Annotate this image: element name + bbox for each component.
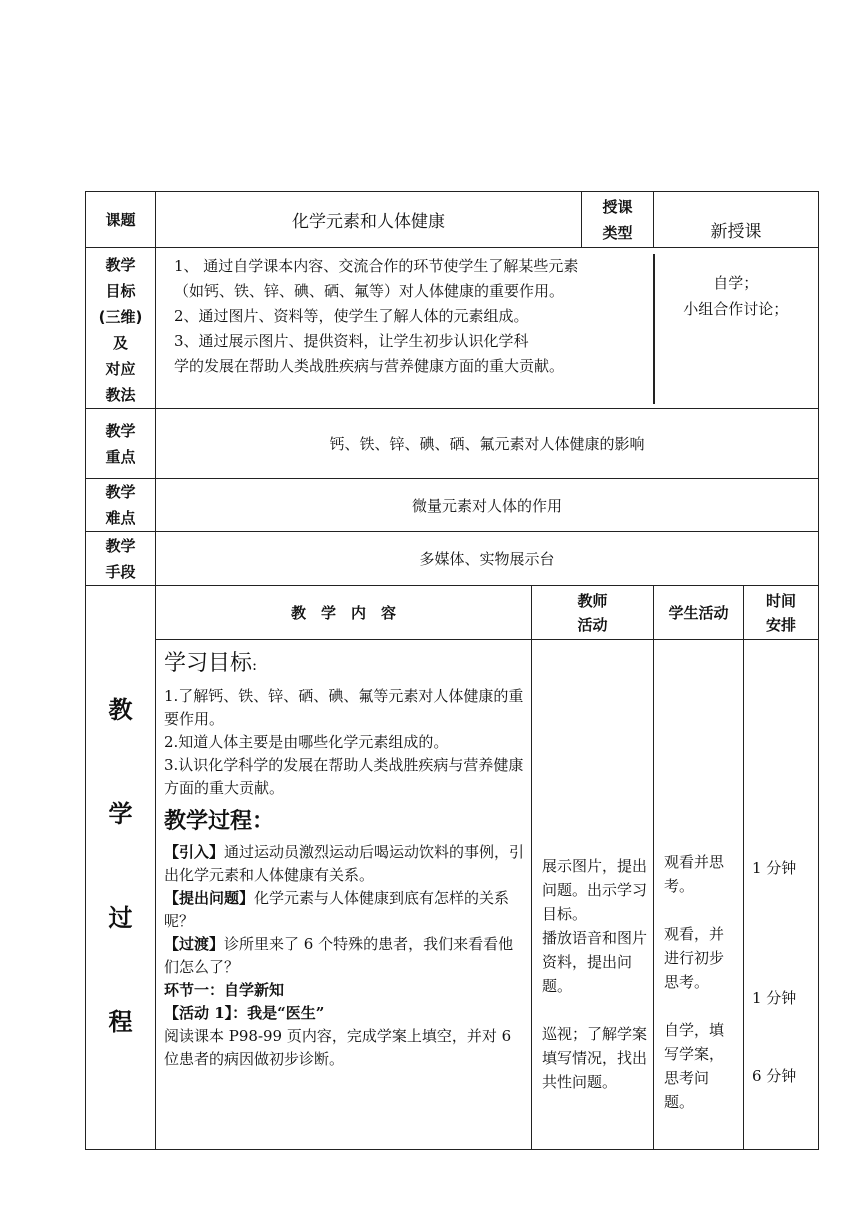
lesson-type-value: 新授课 <box>654 192 819 248</box>
label-line: 教学 <box>105 483 136 501</box>
content-header: 教 学 内 容 <box>156 586 532 640</box>
process-item-tag: 【过渡】 <box>164 935 225 953</box>
divider-line <box>653 254 655 404</box>
objectives-label <box>86 248 156 409</box>
section-heading: 环节一：自学新知 <box>164 981 285 999</box>
header-line: 教师 <box>577 591 608 610</box>
student-activity: 自学，填写学案，思考问题。 <box>664 1021 725 1111</box>
side-char: 教 <box>108 695 133 724</box>
teacher-activity: 巡视；了解学案填写情况，找出共性问题。 <box>542 1025 648 1091</box>
teacher-activity: 播放语音和图片资料，提出问题。 <box>542 929 648 995</box>
topic-title: 化学元素和人体健康 <box>156 192 582 248</box>
process-item-tag: 【引入】 <box>164 843 225 861</box>
goal-item: 3.认识化学科学的发展在帮助人类战胜疾病与营养健康方面的重大贡献。 <box>164 756 524 797</box>
student-activity-column <box>654 640 744 1150</box>
side-char: 程 <box>108 1007 133 1036</box>
process-item-tag: 【提出问题】 <box>164 889 255 907</box>
lesson-type-label <box>582 192 654 248</box>
topic-label: 课题 <box>86 192 156 248</box>
objective-line: 1、 通过自学课本内容、交流合作的环节使学生了解某些元素 <box>174 257 579 275</box>
header-line: 时间 <box>765 591 796 610</box>
method-line: 自学； <box>713 274 759 292</box>
process-item-text: 化学元素与人体健康到底有怎样的关系呢？ <box>164 889 510 930</box>
teaching-content <box>156 640 532 1150</box>
process-title: 教学过程： <box>164 808 275 834</box>
process-item <box>164 933 525 979</box>
header-line: 安排 <box>765 615 796 634</box>
lesson-type-label-line1: 授课 <box>602 197 633 216</box>
label-line: 目标 <box>105 282 136 300</box>
label-line: (三维) <box>98 308 143 326</box>
time-value: 1 分钟 <box>752 989 797 1007</box>
time-value: 6 分钟 <box>752 1067 797 1085</box>
goals-title-colon: : <box>252 656 258 674</box>
teaching-methods <box>654 248 819 409</box>
objectives-text <box>156 248 654 409</box>
process-item <box>164 841 525 887</box>
process-header-row <box>86 586 819 640</box>
label-line: 教学 <box>105 536 136 555</box>
student-activity: 观看并思考。 <box>664 853 725 895</box>
header-line: 活动 <box>577 615 608 634</box>
objectives-row <box>86 248 819 409</box>
time-header <box>744 586 819 640</box>
means-label <box>86 532 156 586</box>
side-char: 学 <box>108 799 133 828</box>
process-content-row <box>86 640 819 1150</box>
process-side-label <box>86 586 156 1150</box>
lesson-type-label-line2: 类型 <box>602 223 633 242</box>
label-line: 及 <box>112 334 128 352</box>
goals-title-text: 学习目标 <box>164 651 253 676</box>
means-value: 多媒体、实物展示台 <box>156 532 819 586</box>
side-char: 过 <box>108 903 133 932</box>
means-row <box>86 532 819 586</box>
goals-title <box>164 652 525 677</box>
process-item-text: 诊所里来了 6 个特殊的患者，我们来看看他们怎么了？ <box>164 935 514 976</box>
objective-line: 3、通过展示图片、提供资料，让学生初步认识化学科 <box>174 332 529 350</box>
topic-row <box>86 192 819 248</box>
label-line: 教法 <box>105 386 136 404</box>
student-activity: 观看，并进行初步思考。 <box>664 925 725 991</box>
process-item-text: 通过运动员激烈运动后喝运动饮料的事例，引出化学元素和人体健康有关系。 <box>164 843 525 884</box>
student-activity-header: 学生活动 <box>654 586 744 640</box>
label-line: 教学 <box>105 256 136 274</box>
lesson-plan-table <box>85 191 819 1150</box>
difficulty-value: 微量元素对人体的作用 <box>156 479 819 532</box>
key-points-value: 钙、铁、锌、碘、硒、氟元素对人体健康的影响 <box>156 409 819 479</box>
label-line: 重点 <box>105 447 136 466</box>
activity-text: 阅读课本 P98-99 页内容，完成学案上填空，并对 6 位患者的病因做初步诊断。 <box>164 1027 512 1068</box>
goal-item: 2.知道人体主要是由哪些化学元素组成的。 <box>164 733 449 751</box>
time-column <box>744 640 819 1150</box>
goal-item: 1.了解钙、铁、锌、硒、碘、氟等元素对人体健康的重要作用。 <box>164 687 524 728</box>
objective-line: 学的发展在帮助人类战胜疾病与营养健康方面的重大贡献。 <box>174 357 565 375</box>
difficulty-row <box>86 479 819 532</box>
key-points-row <box>86 409 819 479</box>
teacher-activity: 展示图片，提出问题。出示学习目标。 <box>542 857 648 923</box>
label-line: 对应 <box>105 360 136 378</box>
difficulty-label <box>86 479 156 532</box>
teacher-activity-header <box>532 586 654 640</box>
process-item <box>164 887 525 933</box>
activity-heading: 【活动 1】：我是“医生” <box>164 1004 325 1022</box>
label-line: 手段 <box>105 562 136 581</box>
objective-line: （如钙、铁、锌、碘、硒、氟等）对人体健康的重要作用。 <box>174 282 565 300</box>
time-value: 1 分钟 <box>752 859 797 877</box>
key-points-label <box>86 409 156 479</box>
objective-line: 2、通过图片、资料等，使学生了解人体的元素组成。 <box>174 307 529 325</box>
label-line: 难点 <box>105 509 136 527</box>
method-line: 小组合作讨论； <box>683 300 789 318</box>
teacher-activity-column <box>532 640 654 1150</box>
label-line: 教学 <box>105 421 136 440</box>
